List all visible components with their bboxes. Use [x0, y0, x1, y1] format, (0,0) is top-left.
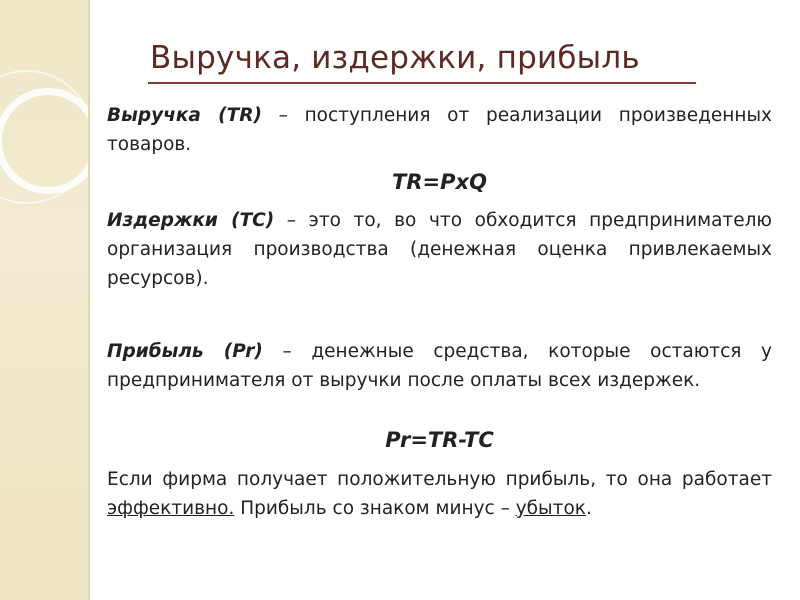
- revenue-text: – поступления от реализации произведенных товаров.: [107, 105, 773, 155]
- title-underline: [148, 82, 696, 84]
- costs-term: Издержки (ТС): [107, 210, 275, 231]
- profit-formula: Pr=TR-TC: [385, 428, 494, 452]
- profit-definition: [107, 337, 772, 395]
- effective-word: эффективно.: [107, 498, 235, 519]
- conclusion-end: .: [585, 498, 592, 519]
- conclusion-part1: Если фирма получает положительную прибыль, то она работает: [107, 469, 772, 490]
- conclusion-part2: Прибыль со знаком минус –: [234, 498, 516, 519]
- costs-definition: [107, 206, 772, 293]
- costs-text: – это то, во что обходится предпринимателю организация производства (денежная оценка привлекаемых ресурсов).: [107, 210, 772, 289]
- decorative-side-band: [0, 0, 88, 600]
- revenue-formula: TR=PxQ: [392, 170, 487, 194]
- slide-title: Выручка, издержки, прибыль: [150, 40, 640, 76]
- profit-term: Прибыль (Pr): [107, 341, 263, 362]
- profit-text: – денежные средства, которые остаются у предпринимателя от выручки после оплаты всех издержек.: [107, 341, 772, 391]
- decorative-circle: [0, 88, 88, 194]
- conclusion-paragraph: [107, 465, 772, 523]
- side-band-edge: [88, 0, 90, 600]
- revenue-term: Выручка (TR): [107, 105, 262, 126]
- loss-word: убыток: [515, 498, 586, 519]
- revenue-definition: [107, 101, 772, 159]
